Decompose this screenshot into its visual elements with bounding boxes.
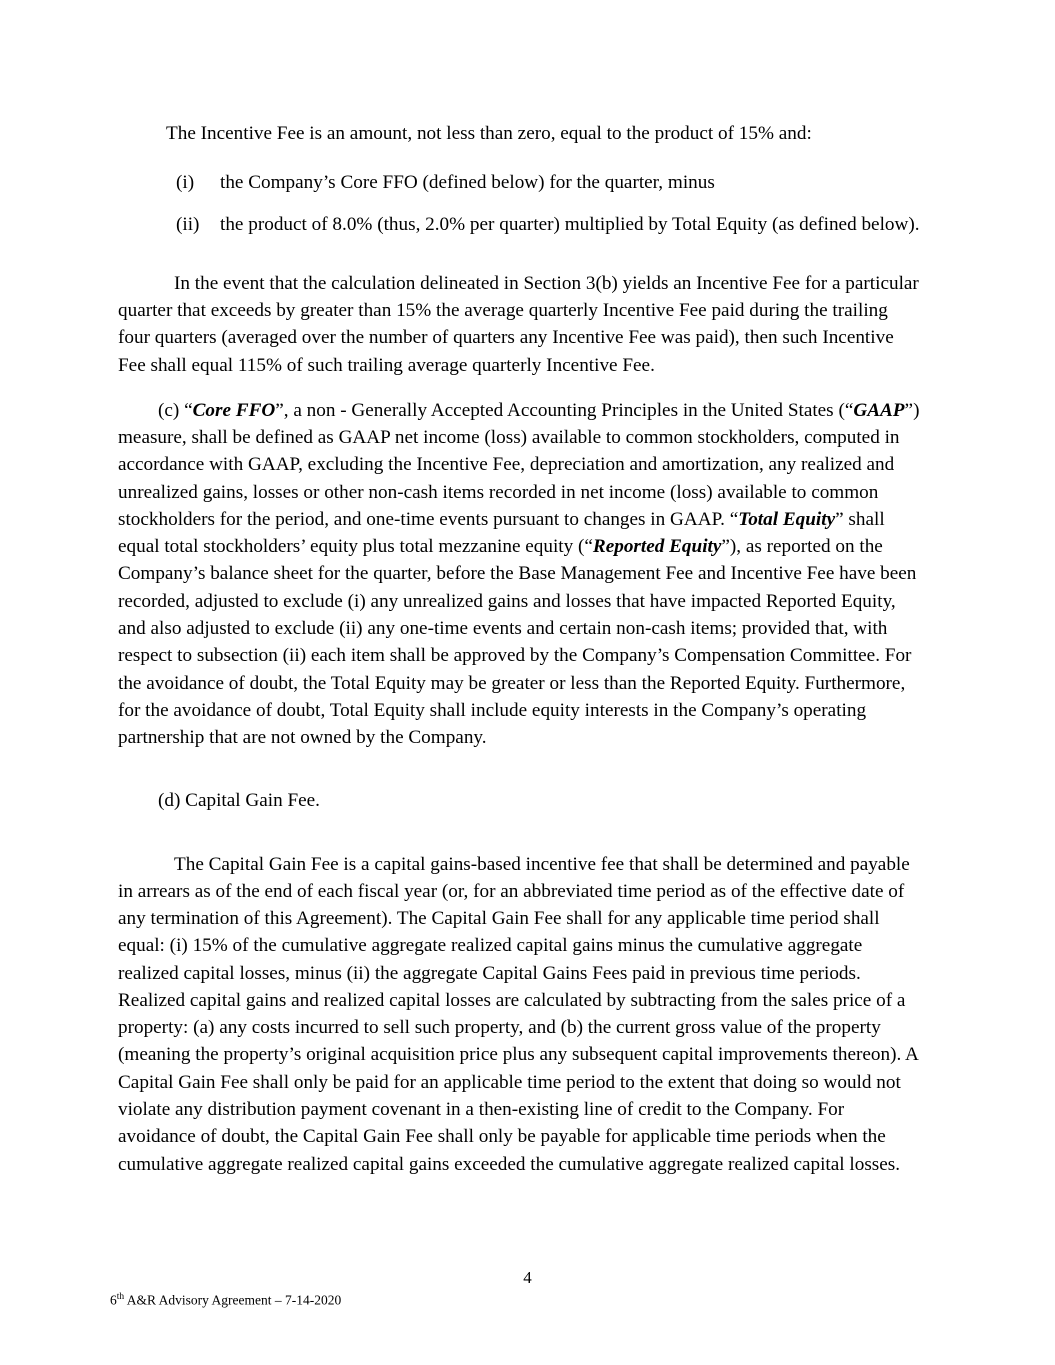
footer-note (110, 1292, 341, 1309)
heading-capital-gain-fee: (d) Capital Gain Fee. (158, 790, 320, 812)
spacer (118, 769, 923, 787)
core-ffo-text-1: ”, a non - Generally Accepted Accounting Principles in the United States (“ (275, 399, 854, 421)
list-item (118, 211, 923, 238)
footer-superscript: th (116, 1292, 125, 1302)
list-item-marker: (ii) (176, 213, 200, 235)
paragraph-core-ffo (118, 397, 923, 751)
list-item-text: the Company’s Core FFO (defined below) for the quarter, minus (220, 172, 715, 194)
core-ffo-text-3: ” shall equal total stockholders’ equity plus total mezzanine equity (“ (118, 508, 885, 558)
defined-term-reported-equity: Reported Equity (592, 536, 722, 558)
defined-term-core-ffo: Core FFO (192, 399, 276, 421)
footer-suffix: A&R Advisory Agreement – 7-14-2020 (124, 1292, 342, 1308)
intro-paragraph: The Incentive Fee is an amount, not less than zero, equal to the product of 15% and: (166, 123, 812, 144)
spacer (118, 833, 923, 851)
core-ffo-text-2: ”) measure, shall be defined as GAAP net income (loss) available to common stockholders, computed in accordance with GAAP, excluding the Incentive Fee, depreciation and amortization, any realized and unrealized gains, losses or other non-cash items recorded in net income (loss) available to common stockholders for the period, and one-time events pursuant to changes in GAAP. “ (118, 399, 920, 530)
core-ffo-text-4: ”), as reported on the Company’s balance sheet for the quarter, before the Base Management Fee and Incentive Fee have been recorded, adjusted to exclude (i) any unrealized gains and losses that have impacted Reported Equity, and also adjusted to exclude (ii) any one-time events and certain non-cash items; provided that, with respect to subsection (ii) each item shall be approved by the Company’s Compensation Committee. For the avoidance of doubt, the Total Equity may be greater or less than the Reported Equity. Furthermore, for the avoidance of doubt, Total Equity shall include equity interests in the Company’s operating partnership that are not owned by the Company. (118, 536, 917, 749)
list-item (118, 169, 923, 196)
document-body (118, 120, 923, 1196)
page-number: 4 (523, 1268, 532, 1287)
list-item-text: the product of 8.0% (thus, 2.0% per quarter) multiplied by Total Equity (as defined below). (220, 213, 920, 235)
spacer (118, 252, 923, 270)
defined-term-total-equity: Total Equity (738, 508, 836, 530)
paragraph-incentive-fee-cap: In the event that the calculation delineated in Section 3(b) yields an Incentive Fee for a particular quarter that exceeds by greater than 15% the average quarterly Incentive Fee paid during the trailing four quarters (averaged over the number of quarters any Incentive Fee was paid), then such Incentive Fee shall equal 115% of such trailing average quarterly Incentive Fee. (118, 272, 919, 376)
defined-term-gaap: GAAP (853, 399, 905, 421)
list-item-marker: (i) (176, 172, 195, 194)
numbered-list (118, 169, 923, 238)
paragraph-capital-gain-fee: The Capital Gain Fee is a capital gains-based incentive fee that shall be determined and payable in arrears as of the end of each fiscal year (or, for an abbreviated time period as of the effective date of any termination of this Agreement). The Capital Gain Fee shall for any applicable time period shall equal: (i) 15% of the cumulative aggregate realized capital gains minus the cumulative aggregate realized capital losses, minus (ii) the aggregate Capital Gains Fees paid in previous time periods. Realized capital gains and realized capital losses are calculated by subtracting from the sales price of a property: (a) any costs incurred to sell such property, and (b) the current gross value of the property (meaning the property’s original acquisition price plus any subsequent capital improvements thereon). A Capital Gain Fee shall only be paid for an applicable time period to the extent that doing so would not violate any distribution payment covenant in a then-existing line of credit to the Company. For avoidance of doubt, the Capital Gain Fee shall only be payable for applicable time periods when the cumulative aggregate realized capital gains exceeded the cumulative aggregate realized capital losses. (118, 853, 918, 1175)
core-ffo-lead-in: (c) “ (158, 399, 193, 421)
footer-prefix: 6 (110, 1292, 117, 1308)
